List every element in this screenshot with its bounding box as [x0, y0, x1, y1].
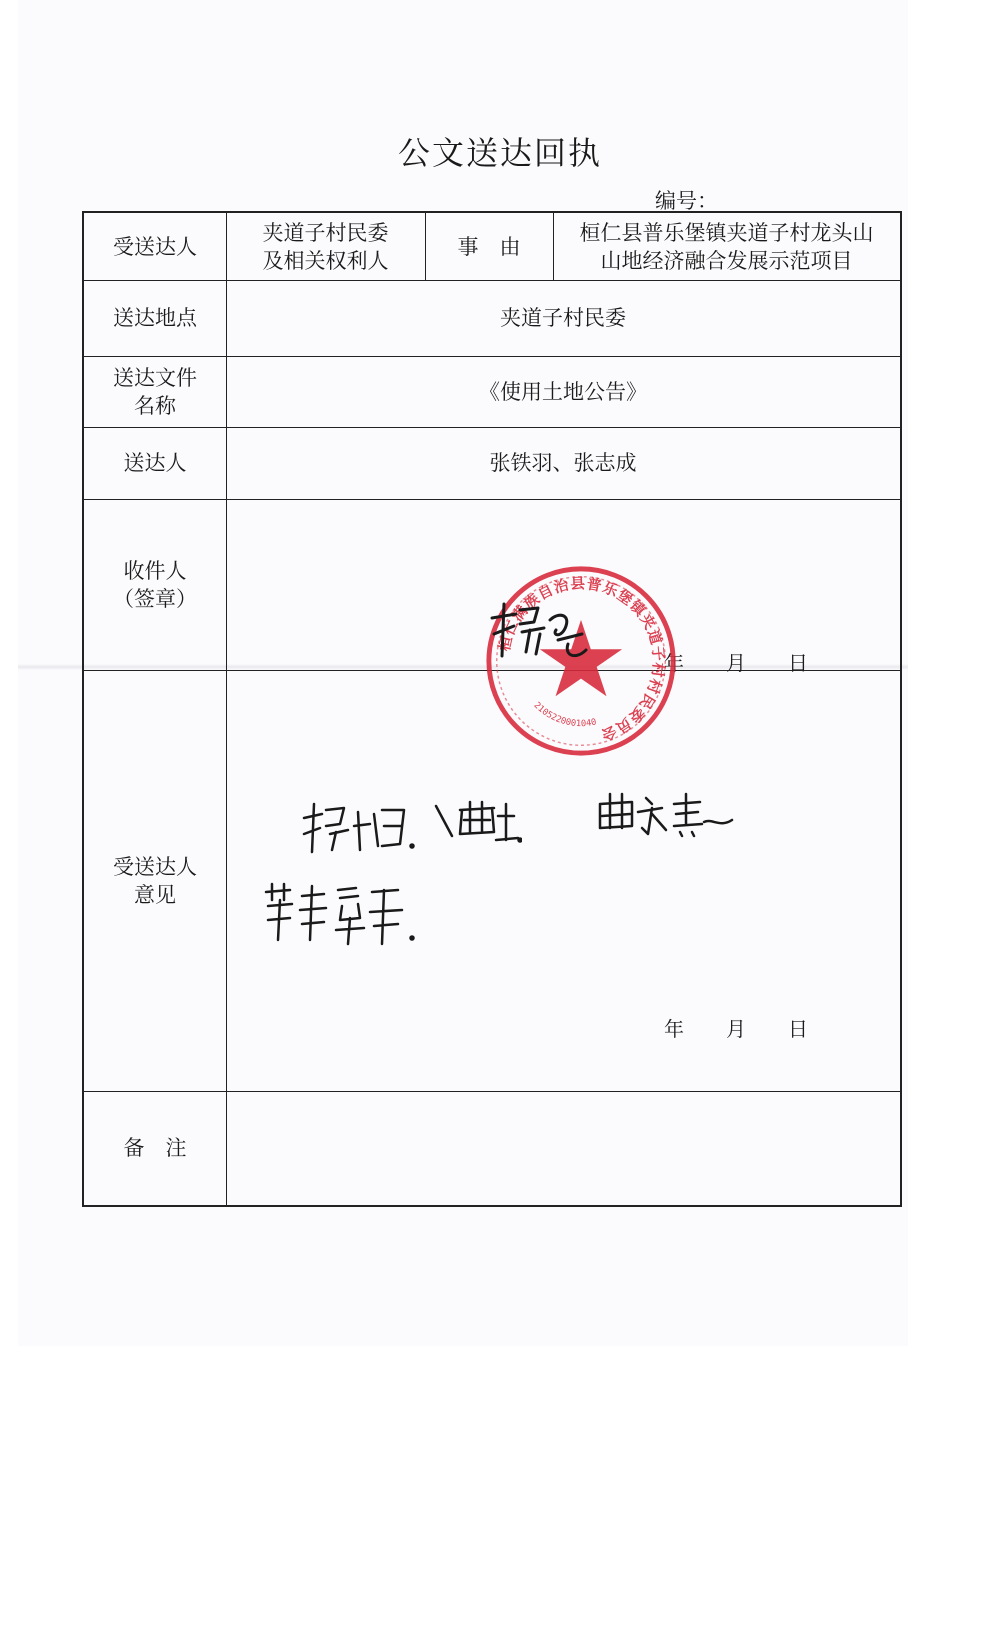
matter-value-line2: 山地经济融合发展示范项目	[600, 248, 853, 273]
opinion-date	[664, 1013, 808, 1042]
receiver-signature-handwriting	[486, 600, 596, 670]
document-name-value: 《使用土地公告》	[479, 379, 647, 404]
server-label: 送达人	[123, 451, 187, 475]
month-label: 月	[726, 651, 746, 675]
matter-label: 事 由	[457, 234, 521, 259]
receiver-label: 收件人 （签章）	[113, 558, 197, 611]
location-value: 夹道子村民委	[500, 306, 626, 330]
day-label: 日	[788, 651, 808, 675]
serial-number-label: 编号：	[655, 189, 718, 213]
opinion-signature-3-handwriting	[596, 788, 736, 843]
month-label: 月	[726, 1017, 746, 1041]
day-label: 日	[788, 1017, 808, 1041]
recipient-value	[226, 213, 425, 280]
receiver-date	[664, 647, 808, 676]
matter-value-line1: 桓仁县普乐堡镇夹道子村龙头山	[579, 220, 874, 245]
recipient-value-line2: 及相关权利人	[262, 248, 389, 273]
opinion-signature-4-handwriting	[262, 880, 422, 950]
server-value: 张铁羽、张志成	[489, 451, 637, 475]
opinion-label: 受送达人 意见	[113, 854, 197, 907]
recipient-label: 受送达人	[113, 234, 197, 259]
year-label: 年	[664, 651, 684, 675]
seal-arc-text: 桓仁满族自治县普乐堡镇夹道子村村民委员会	[495, 575, 667, 744]
remarks-label: 备 注	[123, 1136, 187, 1160]
recipient-value-line1: 夹道子村民委	[262, 220, 389, 245]
matter-value	[553, 213, 900, 280]
opinion-signature-2-handwriting	[432, 796, 522, 851]
opinion-signature-1-handwriting	[300, 800, 430, 860]
seal-code-text: 2105220001040	[531, 700, 598, 730]
location-label: 送达地点	[113, 306, 197, 330]
year-label: 年	[664, 1017, 684, 1041]
svg-text:2105220001040	[531, 701, 597, 730]
document-name-label: 送达文件 名称	[113, 365, 197, 418]
document-title: 公文送达回执	[397, 134, 602, 172]
